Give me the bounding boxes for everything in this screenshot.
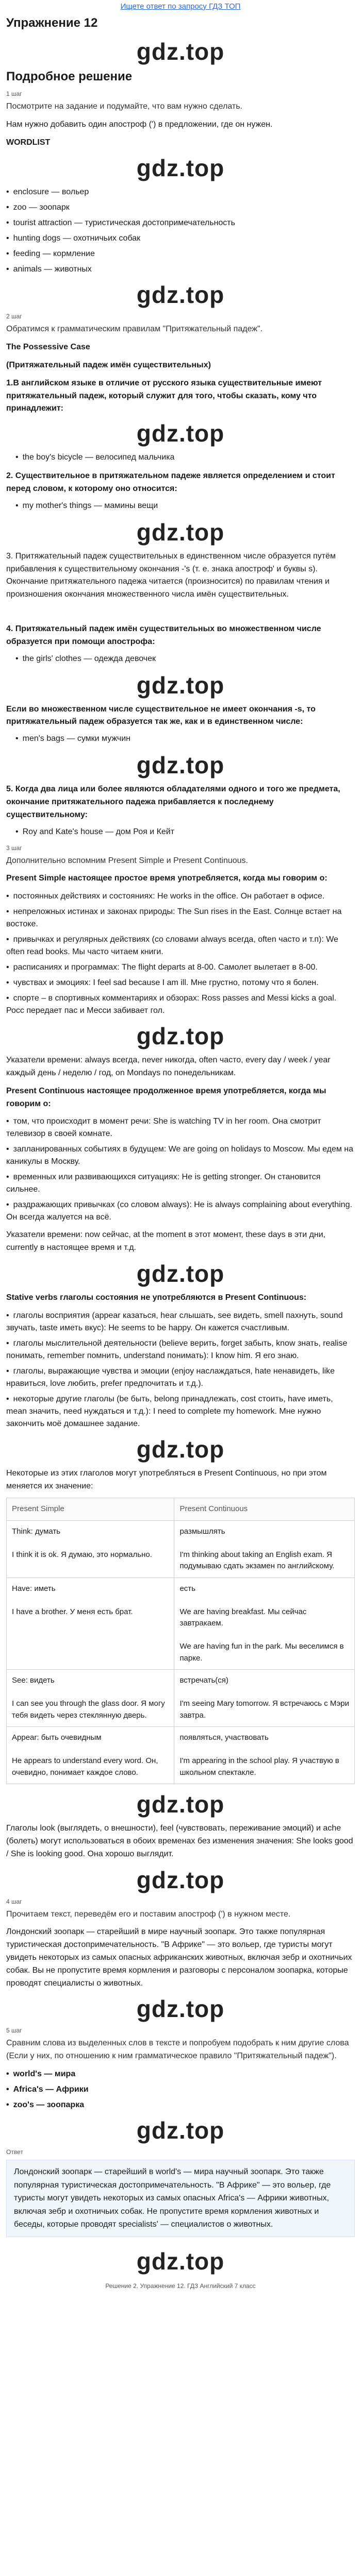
- present-simple-intro: Present Simple настоящее простое время употребляется, когда мы говорим о:: [6, 874, 327, 883]
- present-simple-markers: Указатели времени: always всегда, never никогда, often часто, every day / week / year каждый день / неделю / год, on Mondays по понедельникам.: [6, 1056, 331, 1077]
- list-item: • раздражающих привычках (со словом always): He is always complaining about everything. Он всегда жалуется на всё.: [6, 1199, 355, 1224]
- rule-text: 3. Притяжательный падеж существительных в единственном числе образуется путём прибавления к существительному окончания -'s (т. е. знака апостроф' и буквы s). Окончание притяжательного падежа читается (произносится) по правилам чтения и произношения окончания множественного числа имён существительных.: [6, 551, 336, 599]
- step1-tag: 1 шаг: [6, 90, 22, 97]
- page-title: Упражнение 12: [6, 16, 98, 30]
- rule-text: 5. Когда два лица или более являются обладателями одного и того же предмета, окончание притяжательного падежа прибавляется к последнему существительному:: [6, 785, 340, 819]
- stative-list: [6, 1310, 355, 1430]
- pairs-list: [6, 2068, 355, 2111]
- watermark: gdz.top: [136, 1995, 225, 2023]
- wordlist-title: WORDLIST: [6, 138, 51, 147]
- watermark: gdz.top: [136, 38, 225, 65]
- list-item: • Africa's — Африки: [6, 2083, 355, 2096]
- wordlist-item: • zoo — зоопарк: [6, 201, 355, 214]
- table-row: [7, 1520, 355, 1578]
- present-simple-list: [6, 890, 355, 1017]
- list-item: • постоянных действиях и состояниях: He works in the office. Он работает в офисе.: [6, 890, 355, 903]
- watermark: gdz.top: [136, 2117, 225, 2144]
- answer-tag: Ответ: [6, 2148, 23, 2156]
- rule-example: • the girls' clothes — одежда девочек: [15, 653, 355, 665]
- answer-text: Лондонский зоопарк — старейший в world's — мира научный зоопарк. Это также популярная туристическая достопримечательность. "В Африке" — это вольер, где туристы могут увидеть некоторых из самых опасных Africa's — Африки животных, включая зебр и охотничьих собак. Не пропустите время кормления животных и беседы, которые проводят specialists' — специалистов о животных.: [14, 2167, 331, 2229]
- watermark: gdz.top: [136, 518, 225, 546]
- step4-tag: 4 шаг: [6, 1897, 22, 1905]
- rule-text: 2. Существительное в притяжательном падеже является определением и стоит перед словом, к которому оно относится:: [6, 471, 335, 493]
- list-item: • привычках и регулярных действиях (со словами always всегда, often часто и т.п): We often read books. Мы часто читаем книги.: [6, 934, 355, 958]
- list-item: • непреложных истинах и законах природы: The Sun rises in the East. Солнце встает на востоке.: [6, 906, 355, 930]
- footer-line: Решение 2. Упражнение 12. ГДЗ Английский 7 класс: [105, 2282, 256, 2290]
- step2-instruction: Обратимся к грамматическим правилам "Притяжательный падеж".: [6, 325, 263, 334]
- step4-instruction: Прочитаем текст, переведём его и поставим апостроф (') в нужном месте.: [6, 1909, 291, 1919]
- step1-text: Нам нужно добавить один апостроф (') в предложении, где он нужен.: [6, 120, 273, 129]
- list-item: • глаголы восприятия (appear казаться, hear слышать, see видеть, smell пахнуть, sound звучать, taste иметь вкус): He seems to be happy. Он кажется счастливым.: [6, 1310, 355, 1334]
- watermark: gdz.top: [136, 752, 225, 779]
- table-cell: встречать(ся) I'm seeing Mary tomorrow. Я встречаюсь с Мэри завтра.: [174, 1670, 355, 1727]
- note-text: Глаголы look (выглядеть, о внешности), feel (чувствовать, переживание эмоций) и ache (болеть) могут использоваться в обоих временах без изменения значения: She looks good / She is looking good. Она хорошо выглядит.: [6, 1824, 353, 1858]
- rule-example: • the boy's bicycle — велосипед мальчика: [15, 451, 355, 464]
- step5-tag: 5 шаг: [6, 2027, 22, 2035]
- step1-instruction: Посмотрите на задание и подумайте, что вам нужно сделать.: [6, 102, 242, 111]
- rule-text: Если во множественном числе существительное не имеет окончания -s, то притяжательный падеж образуется так же, как и в единственном числе:: [6, 704, 316, 726]
- present-continuous-markers: Указатели времени: now сейчас, at the moment в этот момент, these days в эти дни, currently в настоящее время и т.д.: [6, 1230, 326, 1252]
- rule-example: • men's bags — сумки мужчин: [15, 733, 355, 745]
- present-continuous-list: [6, 1115, 355, 1224]
- stative-intro: Stative verbs глаголы состояния не употребляются в Present Continuous:: [6, 1293, 307, 1302]
- watermark: gdz.top: [136, 1791, 225, 1818]
- list-item: • глаголы мыслительной деятельности (believe верить, forget забыть, know знать, realise понимать, remember помнить, understand понимать): I know him. Я его знаю.: [6, 1337, 355, 1362]
- step2-tag: 2 шаг: [6, 313, 22, 320]
- possessive-heading-ru: (Притяжательный падеж имён существительных): [6, 360, 211, 369]
- step5-instruction: Сравним слова из выделенных слов в тексте и попробуем подобрать к ним другие слова (Если у них, по отношению к ним грамматическое правило "Притяжательный падеж").: [6, 2039, 349, 2061]
- rule-example: • my mother's things — мамины вещи: [15, 500, 355, 512]
- top-link-bar: [0, 0, 361, 11]
- list-item: • world's — мира: [6, 2068, 355, 2080]
- rule-text: 1.В английском языке в отличие от русского языка существительные имеют притяжательный падеж, который служит для того, чтобы сказать, кому что принадлежит:: [6, 378, 322, 413]
- table-cell: Appear: быть очевидным He appears to understand every word. Он, очевидно, понимает каждое слово.: [7, 1727, 174, 1784]
- watermark: gdz.top: [136, 281, 225, 309]
- wordlist: [6, 186, 355, 276]
- step3-instruction: Дополнительно вспомним Present Simple и Present Continuous.: [6, 856, 248, 865]
- watermark: gdz.top: [136, 671, 225, 699]
- table-row: [7, 1727, 355, 1784]
- table-cell: размышлять I'm thinking about taking an English exam. Я подумываю сдать экзамен по английскому.: [174, 1520, 355, 1578]
- table-intro: Некоторые из этих глаголов могут употребляться в Present Continuous, но при этом меняется их значение:: [6, 1468, 327, 1490]
- list-item: • расписаниях и программах: The flight departs at 8-00. Самолет вылетает в 8-00.: [6, 961, 355, 974]
- wordlist-item: • feeding — кормление: [6, 248, 355, 260]
- watermark: gdz.top: [136, 1023, 225, 1050]
- answer-box: [6, 2160, 355, 2237]
- wordlist-item: • hunting dogs — охотничьих собак: [6, 232, 355, 245]
- present-continuous-intro: Present Continuous настоящее продолженное время употребляется, когда мы говорим о:: [6, 1086, 326, 1108]
- wordlist-item: • animals — животных: [6, 263, 355, 276]
- wordlist-item: • enclosure — вольер: [6, 186, 355, 198]
- rule-example: • Roy and Kate's house — дом Роя и Кейт: [15, 826, 355, 838]
- watermark: gdz.top: [136, 2248, 225, 2275]
- watermark: gdz.top: [136, 420, 225, 447]
- watermark: gdz.top: [136, 1435, 225, 1463]
- step3-tag: 3 шаг: [6, 844, 22, 852]
- watermark: gdz.top: [136, 1866, 225, 1893]
- watermark: gdz.top: [136, 1260, 225, 1287]
- top-link[interactable]: Ищете ответ по запросу ГДЗ ТОП: [120, 2, 241, 11]
- list-item: • zoo's — зоопарка: [6, 2099, 355, 2111]
- table-cell: есть We are having breakfast. Мы сейчас завтракаем. We are having fun in the park. Мы веселимся в парке.: [174, 1578, 355, 1670]
- list-item: • запланированных событиях в будущем: We are going on holidays to Moscow. Мы едем на каникулы в Москву.: [6, 1143, 355, 1168]
- tense-comparison-table: [6, 1498, 355, 1784]
- table-header: Present Simple: [7, 1498, 174, 1521]
- table-row: [7, 1670, 355, 1727]
- table-cell: Think: думать I think it is ok. Я думаю, это нормально.: [7, 1520, 174, 1578]
- possessive-heading: The Possessive Case: [6, 343, 90, 352]
- list-item: • некоторые другие глаголы (be быть, belong принадлежать, cost стоить, have иметь, mean значить, need нуждаться и т.д.): I need to complete my homework. Мне нужно закончить моё домашнее задание.: [6, 1393, 355, 1430]
- step4-text: Лондонский зоопарк — старейший в мире научный зоопарк. Это также популярная туристическая достопримечательность. "В Африке" — это вольер, где туристы могут увидеть некоторых из самых опасных африканских животных, включая зебр и охотничьих собак. Вы не пропустите время кормления и разговоры с персоналом зоопарка, которые проводят специалисты о животных.: [6, 1927, 352, 1988]
- wordlist-item: • tourist attraction — туристическая достопримечательность: [6, 217, 355, 229]
- list-item: • чувствах и эмоциях: I feel sad because I am ill. Мне грустно, потому что я болен.: [6, 977, 355, 989]
- list-item: • временных или развивающихся ситуациях: He is getting stronger. Он становится сильнее.: [6, 1171, 355, 1196]
- rule-text: 4. Притяжательный падеж имён существительных во множественном числе образуется при помощи апострофа:: [6, 624, 321, 646]
- table-row: [7, 1578, 355, 1670]
- list-item: • том, что происходит в момент речи: She is watching TV in her room. Она смотрит телевизор в своей комнате.: [6, 1115, 355, 1140]
- table-cell: Have: иметь I have a brother. У меня есть брат.: [7, 1578, 174, 1670]
- table-cell: See: видеть I can see you through the glass door. Я могу тебя видеть через стеклянную дверь.: [7, 1670, 174, 1727]
- list-item: • спорте – в спортивных комментариях и обзорах: Ross passes and Messi kicks a goal. Росс передает пас и Месси забивает гол.: [6, 992, 355, 1017]
- watermark: gdz.top: [136, 155, 225, 182]
- list-item: • глаголы, выражающие чувства и эмоции (enjoy наслаждаться, hate ненавидеть, like нравиться, love любить, prefer предпочитать и т.д.).: [6, 1365, 355, 1390]
- page-subtitle: Подробное решение: [6, 70, 133, 83]
- table-cell: появляться, участвовать I'm appearing in the school play. Я участвую в школьном спектакле.: [174, 1727, 355, 1784]
- content: [0, 16, 361, 2290]
- table-header: Present Continuous: [174, 1498, 355, 1521]
